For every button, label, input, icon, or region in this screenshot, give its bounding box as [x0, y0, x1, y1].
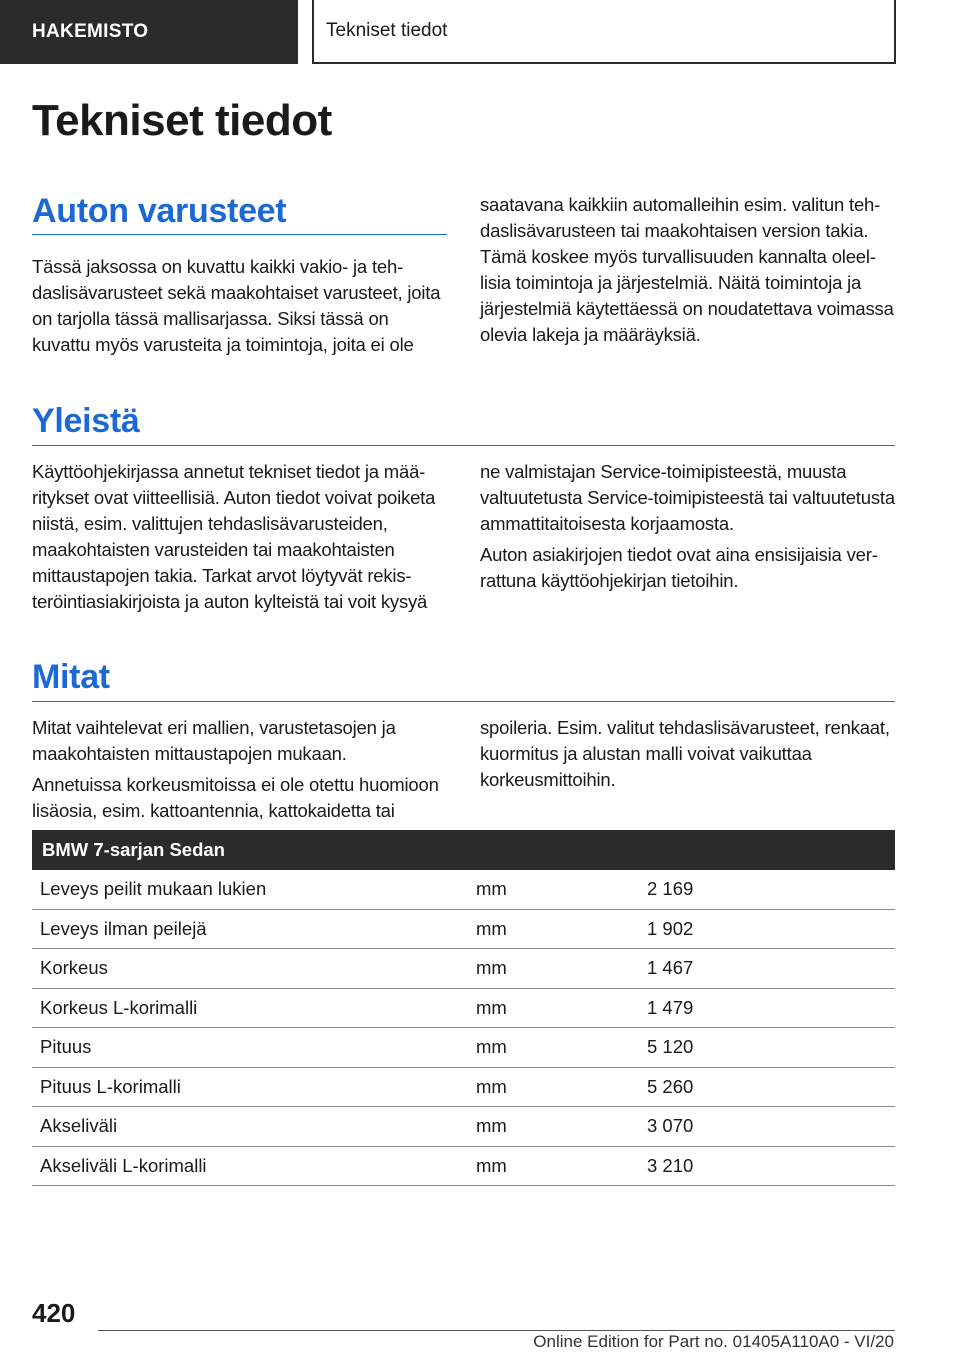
row-value: 1 479 [639, 988, 895, 1028]
row-unit: mm [468, 1107, 639, 1147]
dimensions-text-col2: spoileria. Esim. valitut tehdaslisävarusteet, renkaat, kuormitus ja alustan malli voivat vaikuttaa korkeusmittoihin. [480, 717, 890, 790]
general-text-col1: Käyttöohjekirjassa annetut tekniset tiedot ja määritykset ovat viitteellisiä. Auton tiedot voivat poiketa niistä, esim. valittujen tehdaslisävarusteiden, maakohtaisten varusteiden tai maakohtaisten mittaustapojen takia. Tarkat arvot löytyvät rekisteröintiasiakirjoista ja auton kylteistä tai voit kysyä [32, 461, 436, 612]
table-row [32, 949, 895, 989]
row-value: 2 169 [639, 870, 895, 909]
page-title: Tekniset tiedot [32, 96, 332, 145]
table-row [32, 870, 895, 909]
row-unit: mm [468, 1067, 639, 1107]
table-title: BMW 7-sarjan Sedan [32, 830, 895, 870]
row-value: 3 210 [639, 1146, 895, 1186]
dimensions-text-col1-p2: Annetuissa korkeusmitoissa ei ole otettu huomioon lisäosia, esim. kattoantennia, kattokaidetta tai [32, 774, 439, 821]
table-header-row [32, 830, 895, 870]
general-text-col2-p1: ne valmistajan Service-toimipisteestä, muusta valtuutetusta Service-toimipisteestä tai valtuutetusta ammattitaitoisesta korjaamosta. [480, 461, 895, 534]
row-label: Pituus L-korimalli [32, 1067, 468, 1107]
table-row [32, 1107, 895, 1147]
row-label: Akseliväli L-korimalli [32, 1146, 468, 1186]
section-rule-general [32, 445, 895, 446]
page-number: 420 [32, 1298, 76, 1328]
row-label: Leveys peilit mukaan lukien [32, 870, 468, 909]
footer-rule [98, 1330, 895, 1331]
row-label: Korkeus [32, 949, 468, 989]
section-rule-equipment [32, 234, 447, 235]
general-text-col2-p2: Auton asiakirjojen tiedot ovat aina ensisijaisia verrattuna käyttöohjekirjan tietoihin. [480, 544, 878, 591]
section-heading-general: Yleistä [32, 402, 140, 440]
current-section-tab[interactable]: Tekniset tiedot [312, 0, 896, 64]
row-value: 1 902 [639, 909, 895, 949]
top-navigation-bar [0, 0, 960, 66]
equipment-text-col2: saatavana kaikkiin automalleihin esim. valitun tehdaslisävarusteen tai maakohtaisen version takia. Tämä koskee myös turvallisuuden kannalta oleellisia toimintoja ja järjestelmiä. Näitä toimintoja ja järjestelmiä käytettäessä on noudatettava voimassa olevia lakeja ja määräyksiä. [480, 194, 894, 345]
row-unit: mm [468, 949, 639, 989]
row-unit: mm [468, 870, 639, 909]
index-tab[interactable]: HAKEMISTO [0, 0, 298, 64]
row-value: 3 070 [639, 1107, 895, 1147]
row-value: 5 260 [639, 1067, 895, 1107]
row-value: 5 120 [639, 1028, 895, 1068]
table-row [32, 909, 895, 949]
edition-footer: Online Edition for Part no. 01405A110A0 - VI/20 [533, 1332, 894, 1351]
row-unit: mm [468, 988, 639, 1028]
table-row [32, 1146, 895, 1186]
row-unit: mm [468, 1028, 639, 1068]
dimensions-table [32, 830, 895, 1186]
section-heading-equipment: Auton varusteet [32, 192, 287, 230]
row-value: 1 467 [639, 949, 895, 989]
row-label: Leveys ilman peilejä [32, 909, 468, 949]
table-row [32, 988, 895, 1028]
table-row [32, 1028, 895, 1068]
row-unit: mm [468, 1146, 639, 1186]
row-label: Pituus [32, 1028, 468, 1068]
row-unit: mm [468, 909, 639, 949]
row-label: Akseliväli [32, 1107, 468, 1147]
section-heading-dimensions: Mitat [32, 658, 110, 696]
section-rule-dimensions [32, 701, 895, 702]
row-label: Korkeus L-korimalli [32, 988, 468, 1028]
equipment-text-col1: Tässä jaksossa on kuvattu kaikki vakio- ja tehdaslisävarusteet sekä maakohtaiset varusteet, joita on tarjolla tässä mallisarjassa. Siksi tässä on kuvattu myös varusteita ja toimintoja, joita ei ole [32, 256, 441, 355]
table-row [32, 1067, 895, 1107]
dimensions-text-col1-p1: Mitat vaihtelevat eri mallien, varustetasojen ja maakohtaisten mittaustapojen mukaan. [32, 717, 396, 764]
